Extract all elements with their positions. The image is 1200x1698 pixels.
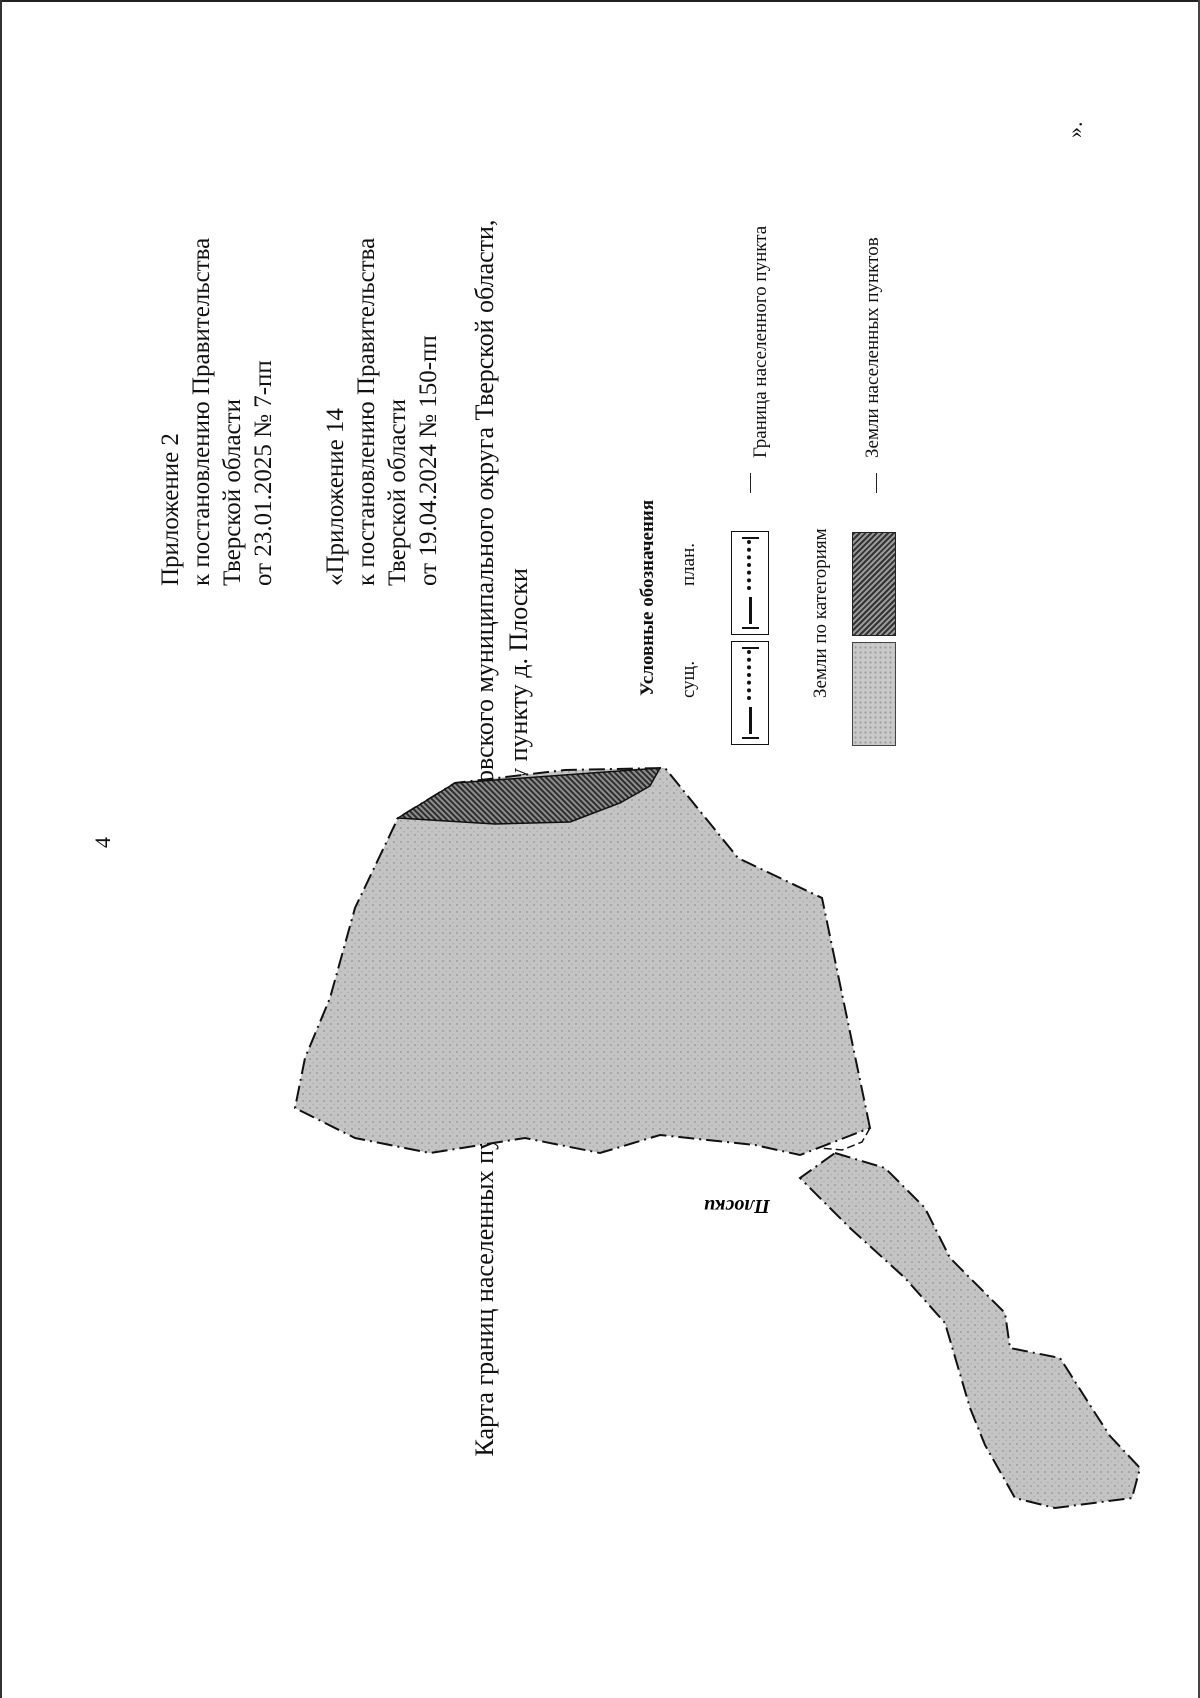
land-category-swatch-icon [852, 642, 896, 746]
legend-boundary-dash [750, 473, 751, 493]
settlement-map [0, 648, 1200, 1698]
approval-block-previous [320, 238, 444, 586]
approval-previous-line: от 19.04.2024 № 150-пп [415, 335, 442, 586]
map-parcel-north [295, 768, 870, 1155]
settlement-label: Плоски [704, 1195, 770, 1217]
map-parcel-south [800, 1153, 1140, 1508]
legend-categories-header: Земли по категориям [810, 528, 831, 698]
boundary-line-planned-icon [731, 531, 769, 635]
approval-previous-line: «Приложение 14 [322, 408, 349, 586]
approval-current-line: Приложение 2 [157, 433, 184, 586]
legend-col-existing: сущ. [678, 660, 699, 698]
approval-current-line: Тверской области [219, 399, 246, 586]
approval-block-current [155, 238, 279, 586]
legend-settlement-lands-label: Земли населенных пунктов [862, 237, 883, 458]
approval-current-line: от 23.01.2025 № 7-пп [250, 360, 277, 586]
approval-current-line: к постановлению Правительства [188, 237, 215, 586]
page-number: 4 [90, 837, 115, 848]
approval-previous-line: к постановлению Правительства [353, 237, 380, 586]
boundary-line-existing-icon [731, 641, 769, 745]
closing-quote: ». [1062, 121, 1087, 138]
legend-boundary-label: Граница населенного пункта [750, 225, 771, 458]
settlement-lands-hatch-icon [852, 532, 896, 636]
legend-settlement-dash [876, 473, 877, 493]
legend-col-planned: план. [678, 542, 699, 586]
approval-previous-line: Тверской области [384, 399, 411, 586]
legend-title: Условные обозначения [637, 499, 658, 696]
